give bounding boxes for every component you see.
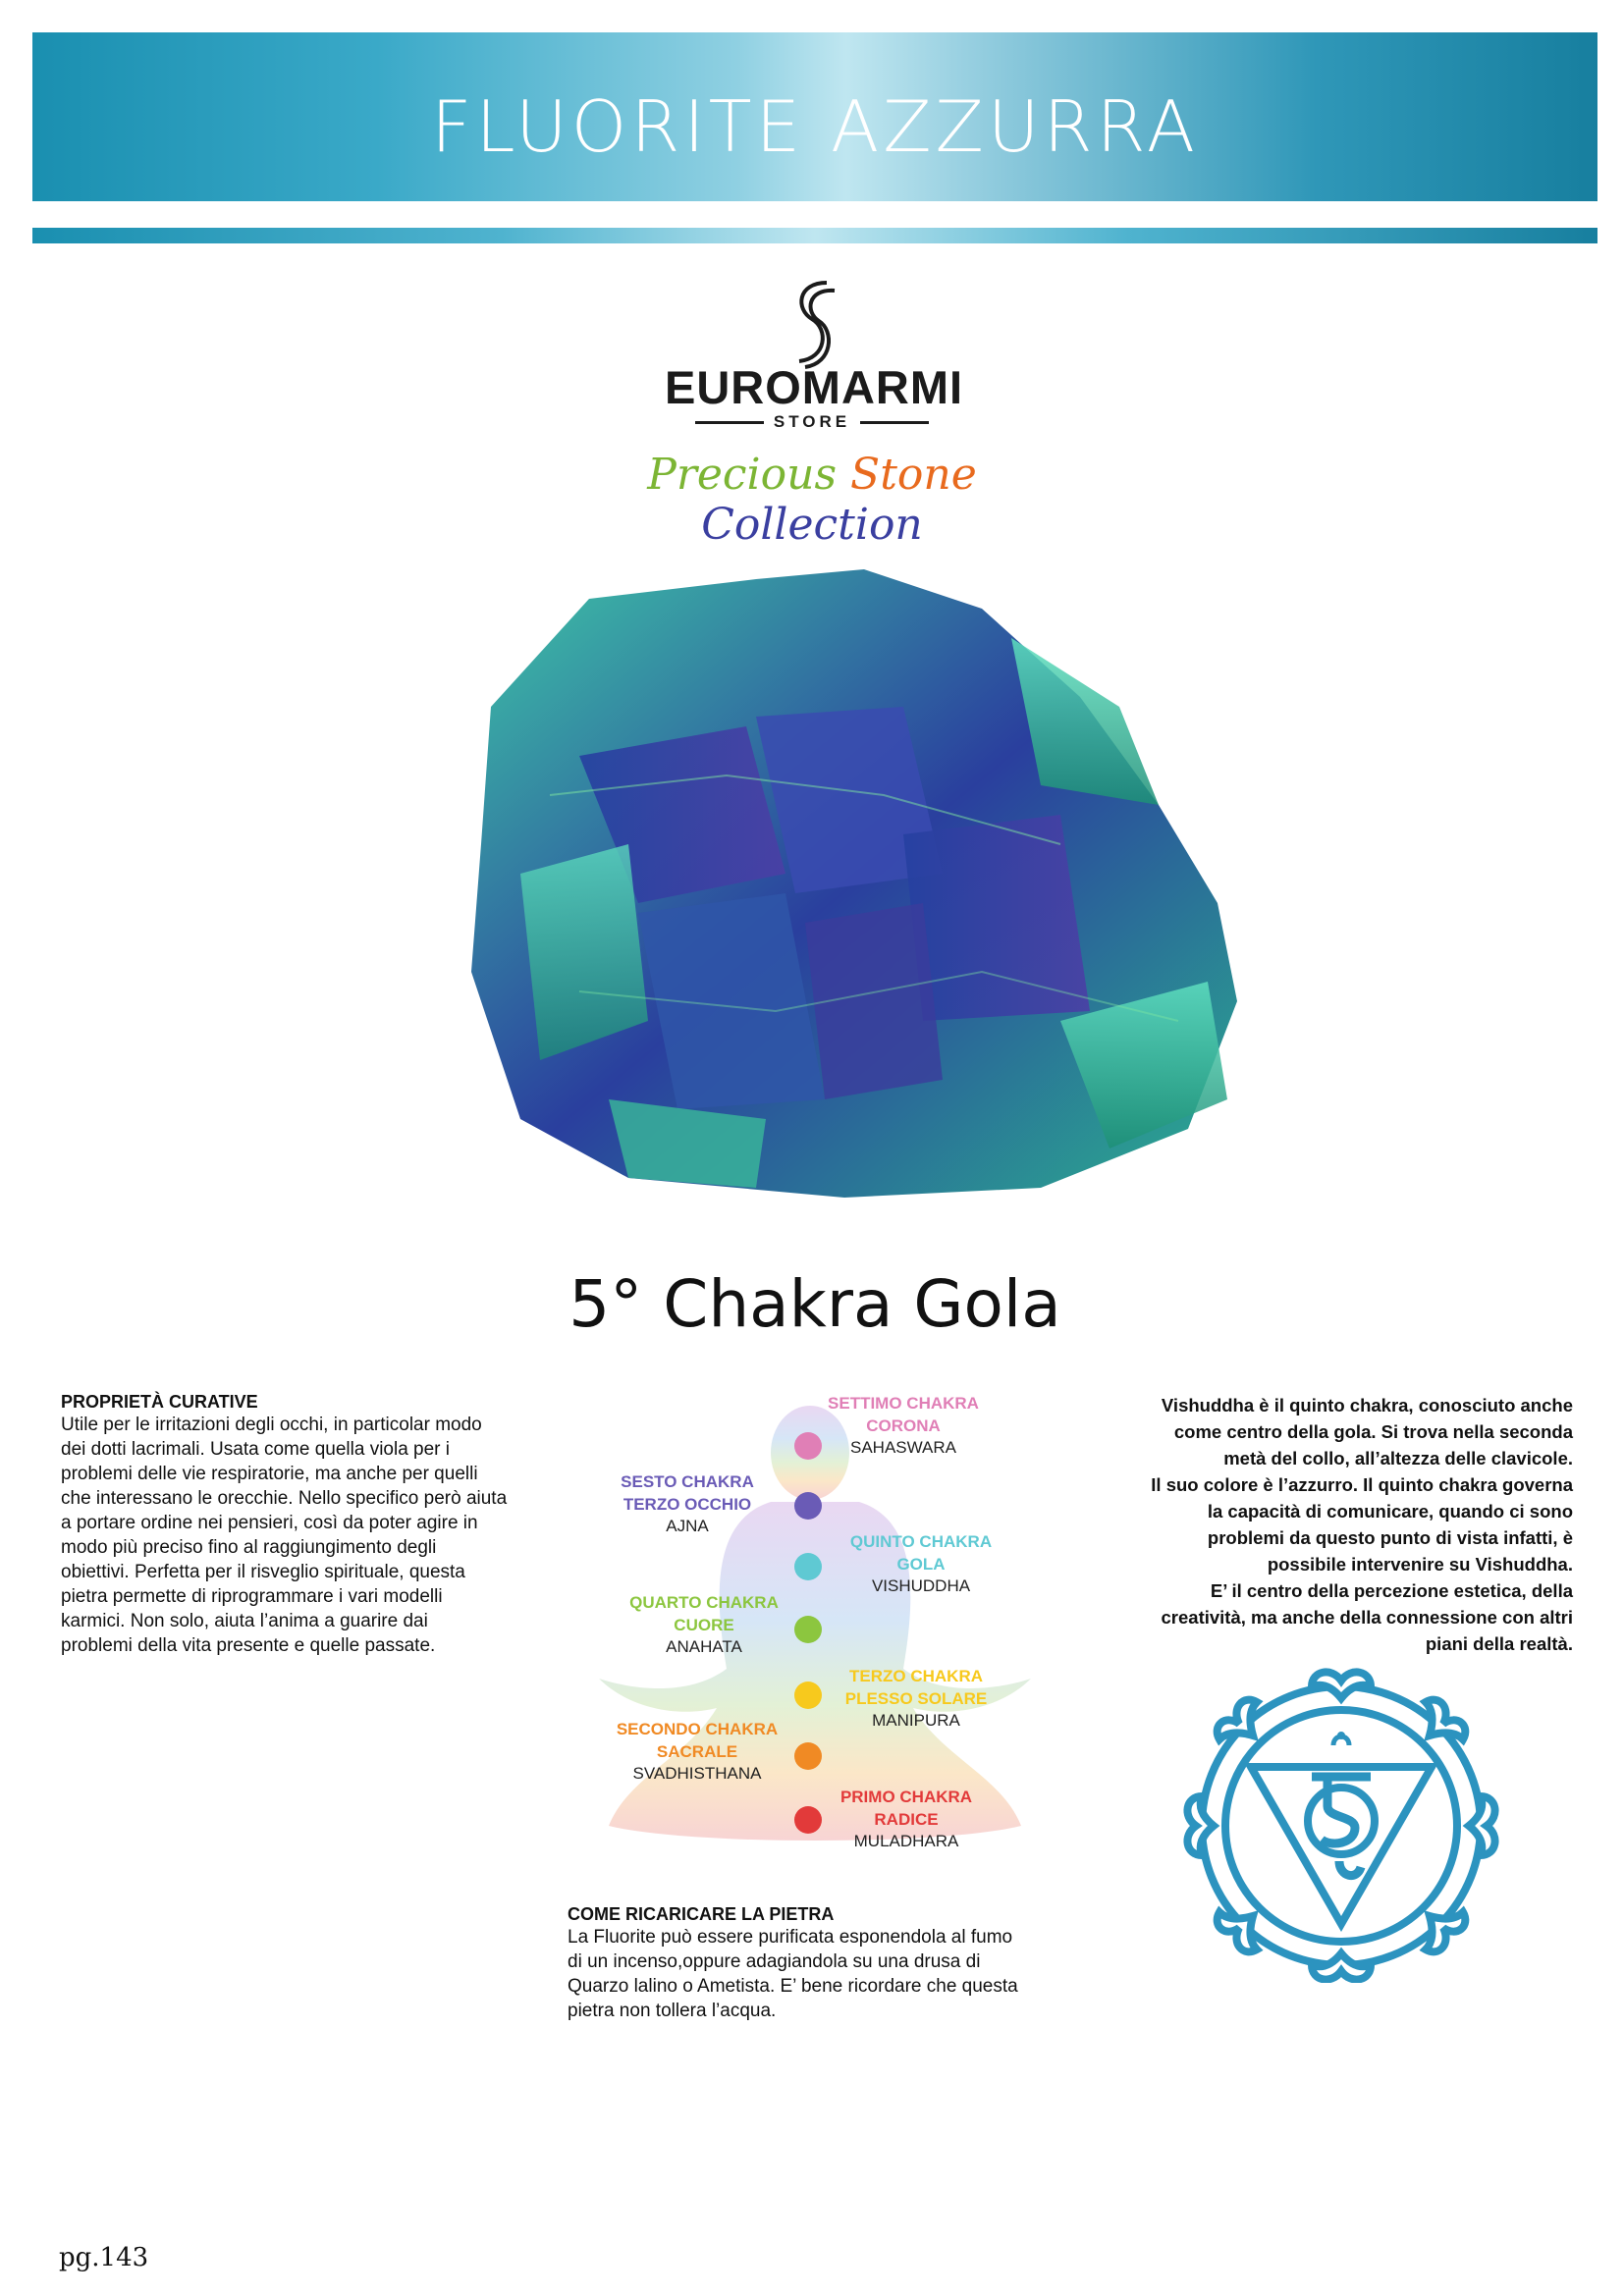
chakra-label-root (808, 1786, 1004, 1852)
chakra-label-sacral (599, 1718, 795, 1785)
tagline-word-collection: Collection (701, 500, 923, 550)
header-banner (32, 32, 1597, 201)
vishuddha-description (1021, 1392, 1573, 1657)
text-line: karmici. Non solo, aiuta l’anima a guarire dai (61, 1611, 428, 1631)
text-line: Il suo colore è l’azzurro. Il quinto chakra governa (1151, 1474, 1573, 1495)
text-line: pietra permette di riprogrammare i vari modelli (61, 1586, 443, 1607)
chakra-label-solar-plexus (818, 1665, 1014, 1732)
chakra-label-heart (606, 1591, 802, 1658)
page-number: pg.143 (59, 2243, 149, 2272)
chakra-name: RADICE (874, 1810, 939, 1829)
brand-logo (665, 361, 964, 432)
vishuddha-symbol-icon (1174, 1659, 1508, 1983)
text-line: modo più preciso fino al raggiungimento degli (61, 1537, 437, 1558)
chakra-sanskrit: ANAHATA (666, 1637, 742, 1656)
header-divider (32, 228, 1597, 243)
chakra-name: PRIMO CHAKRA (839, 1788, 973, 1806)
chakra-name: GOLA (896, 1555, 946, 1574)
text-line: Vishuddha è il quinto chakra, conosciuto anche (1161, 1395, 1573, 1415)
chakra-dot-third-eye (794, 1492, 822, 1520)
chakra-sanskrit: SVADHISTHANA (632, 1764, 762, 1783)
chakra-name: SECONDO CHAKRA (616, 1720, 779, 1738)
text-line: E’ il centro della percezione estetica, della (1210, 1580, 1573, 1601)
text-line: metà del collo, all’altezza delle clavicole. (1223, 1448, 1573, 1468)
text-line: problemi della vita presente e quelle passate. (61, 1635, 436, 1656)
chakra-name: SESTO CHAKRA (621, 1472, 754, 1491)
text-line: come centro della gola. Si trova nella seconda (1173, 1421, 1573, 1442)
chakra-name: TERZO OCCHIO (623, 1495, 752, 1514)
fluorite-stone-image (432, 550, 1257, 1217)
chakra-name: PLESSO SOLARE (844, 1689, 988, 1708)
chakra-name: SACRALE (656, 1742, 738, 1761)
text-line: La Fluorite può essere purificata esponendola al fumo (568, 1927, 1013, 1948)
chakra-sanskrit: VISHUDDHA (871, 1576, 971, 1595)
chakra-name: QUARTO CHAKRA (629, 1593, 779, 1612)
chakra-label-crown (805, 1392, 1001, 1459)
text-line: la capacità di comunicare, quando ci sono (1207, 1501, 1573, 1522)
text-line: di un incenso,oppure adagiandola su una drusa di (568, 1951, 981, 1972)
chakra-sanskrit: MULADHARA (853, 1832, 959, 1850)
recharge-heading: COME RICARICARE LA PIETRA (568, 1904, 835, 1924)
page-title: FLUORITE AZZURRA (431, 85, 1199, 168)
chakra-sanskrit: AJNA (666, 1517, 709, 1535)
text-line: piani della realtà. (1425, 1633, 1573, 1654)
recharge-text (568, 1925, 1078, 2023)
chakra-name: QUINTO CHAKRA (849, 1532, 993, 1551)
text-line: pietra non tollera l’acqua. (568, 2001, 777, 2021)
tagline (550, 450, 1074, 550)
chakra-dot-throat (794, 1553, 822, 1580)
text-line: obiettivi. Perfetta per il risveglio spirituale, questa (61, 1562, 465, 1582)
healing-properties-text (61, 1413, 552, 1658)
text-line: problemi delle vie respiratorie, ma anche per quelli (61, 1464, 478, 1484)
recharge-section (568, 1904, 1078, 2023)
text-line: creatività, ma anche della connessione con altri (1161, 1607, 1573, 1628)
healing-properties-heading: PROPRIETÀ CURATIVE (61, 1392, 258, 1412)
chakra-sanskrit: MANIPURA (872, 1711, 960, 1730)
chakra-name: CORONA (866, 1416, 941, 1435)
text-line: che interessano le orecchie. Nello specifico però aiuta (61, 1488, 508, 1509)
text-line: Quarzo lalino o Ametista. E’ bene ricordare che questa (568, 1976, 1018, 1997)
tagline-word-precious: Precious (647, 450, 838, 500)
text-line: problemi da questo punto di vista infatti, è (1207, 1527, 1573, 1548)
text-line: dei dotti lacrimali. Usata come quella viola per i (61, 1439, 451, 1460)
tagline-word-stone: Stone (850, 450, 977, 500)
brand-name: EUROMARMI (665, 361, 964, 413)
brand-sub: STORE (773, 412, 851, 431)
chakra-title: 5° Chakra Gola (568, 1266, 1061, 1342)
text-line: a portare ordine nei pensieri, così da poter agire in (61, 1513, 478, 1533)
chakra-sanskrit: SAHASWARA (849, 1438, 956, 1457)
chakra-name: TERZO CHAKRA (849, 1667, 983, 1685)
text-line: Utile per le irritazioni degli occhi, in particolar modo (61, 1415, 482, 1435)
healing-properties-section (61, 1392, 552, 1658)
chakra-name: SETTIMO CHAKRA (828, 1394, 979, 1413)
chakra-dot-sacral (794, 1742, 822, 1770)
brand-sub-row (665, 412, 959, 432)
brand-mark-icon (778, 275, 846, 373)
chakra-name: CUORE (674, 1616, 734, 1634)
chakra-label-third-eye (589, 1470, 785, 1537)
text-line: possibile intervenire su Vishuddha. (1267, 1554, 1573, 1575)
chakra-label-throat (823, 1530, 1019, 1597)
